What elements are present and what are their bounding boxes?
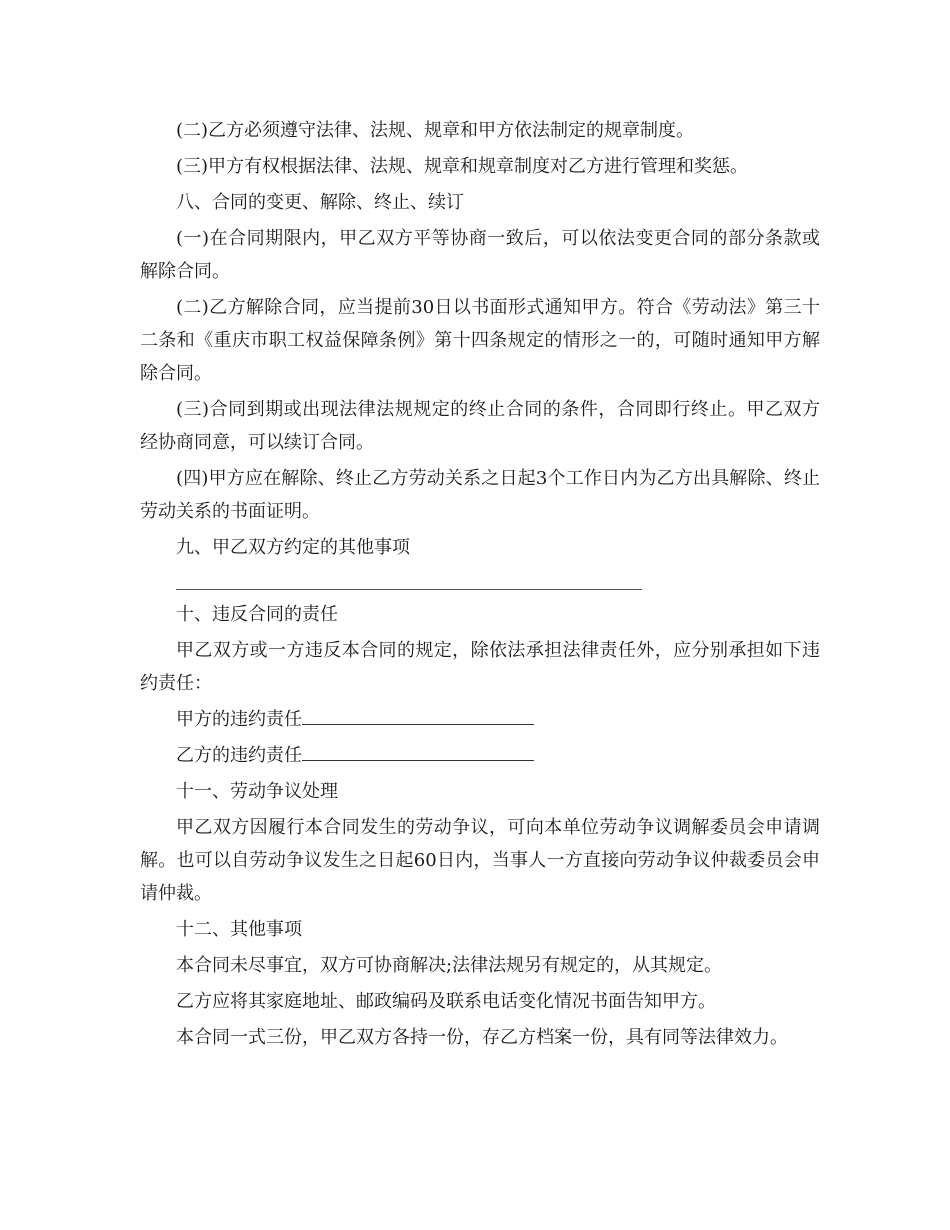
clause-paragraph: 甲乙双方或一方违反本合同的规定，除依法承担法律责任外，应分别承担如下违约责任： — [140, 640, 820, 694]
clause-paragraph: 本合同未尽事宜，双方可协商解决;法律法规另有规定的，从其规定。 — [176, 955, 723, 976]
party-a-liability-row — [140, 703, 820, 736]
clause-paragraph: (三)甲方有权根据法律、法规、规章和规章制度对乙方进行管理和奖惩。 — [176, 156, 749, 177]
section-heading: 九、甲乙双方约定的其他事项 — [176, 537, 410, 558]
section-heading: 十、违反合同的责任 — [176, 604, 338, 625]
clause-paragraph: 甲乙双方因履行本合同发生的劳动争议，可向本单位劳动争议调解委员会申请调解。也可以自劳动争议发生之日起60日内，当事人一方直接向劳动争议仲裁委员会申请仲裁。 — [140, 817, 820, 904]
clause-paragraph: (二)乙方解除合同，应当提前30日以书面形式通知甲方。符合《劳动法》第三十二条和《重庆市职工权益保障条例》第十四条规定的情形之一的，可随时通知甲方解除合同。 — [140, 297, 820, 384]
clause-paragraph: 本合同一式三份，甲乙双方各持一份，存乙方档案一份，具有同等法律效力。 — [176, 1027, 788, 1048]
other-matters-fill-line[interactable] — [176, 567, 642, 590]
clause-paragraph: 乙方应将其家庭地址、邮政编码及联系电话变化情况书面告知甲方。 — [176, 991, 716, 1012]
party-b-liability-fill-line[interactable] — [302, 742, 534, 761]
section-heading: 十一、劳动争议处理 — [176, 781, 338, 802]
party-a-liability-label: 甲方的违约责任 — [176, 709, 302, 730]
party-a-liability-fill-line[interactable] — [302, 706, 534, 725]
party-b-liability-label: 乙方的违约责任 — [176, 745, 302, 766]
document-body — [140, 114, 820, 1057]
clause-paragraph: (一)在合同期限内，甲乙双方平等协商一致后，可以依法变更合同的部分条款或解除合同。 — [140, 228, 820, 282]
clause-paragraph: (二)乙方必须遵守法律、法规、规章和甲方依法制定的规章制度。 — [176, 120, 695, 141]
party-b-liability-row — [140, 739, 820, 772]
section-heading: 十二、其他事项 — [176, 919, 302, 940]
clause-paragraph: (四)甲方应在解除、终止乙方劳动关系之日起3个工作日内为乙方出具解除、终止劳动关系的书面证明。 — [140, 468, 820, 522]
section-heading: 八、合同的变更、解除、终止、续订 — [176, 192, 464, 213]
clause-paragraph: (三)合同到期或出现法律法规规定的终止合同的条件，合同即行终止。甲乙双方经协商同意，可以续订合同。 — [140, 399, 820, 453]
